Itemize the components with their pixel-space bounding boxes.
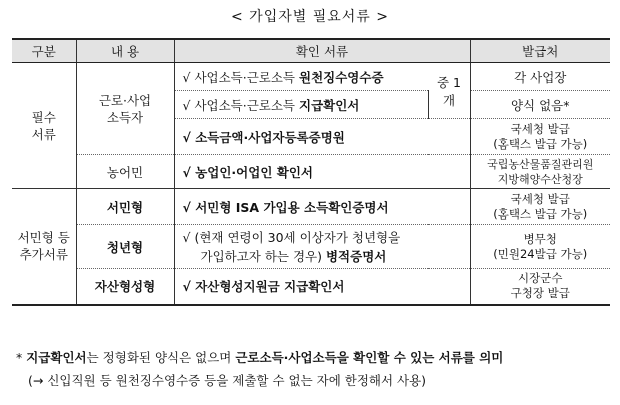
issuer-nts-2: 국세청 발급 (홈택스 발급 가능)	[470, 189, 610, 225]
doc-farmer-certificate: √ 농업인·어업인 확인서	[174, 155, 470, 189]
issuer-agriculture: 국립농산물품질관리원 지방해양수산청장	[470, 155, 610, 189]
footnote-1: * 지급확인서는 정형화된 양식은 없으며 근로소득·사업소득을 확인할 수 있는 서류를 의미	[16, 350, 504, 365]
page-title: < 가입자별 필요서류 >	[230, 9, 389, 25]
row-low-income: 서민형	[76, 189, 174, 225]
choose-one-label: 중 1개	[428, 63, 470, 119]
issuer-nts-1: 국세청 발급 (홈택스 발급 가능)	[470, 119, 610, 155]
issuer-local-gov: 시장군수 구청장 발급	[470, 269, 610, 305]
issuer-no-form: 양식 없음*	[470, 91, 610, 119]
header-category: 구분	[12, 39, 76, 63]
doc-military-certificate: √ (현재 연령이 30세 이상자가 청년형을 가입하고자 하는 경우) 병적증명서	[174, 225, 470, 269]
doc-isa-income-certificate: √ 서민형 ISA 가입용 소득확인증명서	[174, 189, 470, 225]
row-youth: 청년형	[76, 225, 174, 269]
header-issuer: 발급처	[470, 39, 610, 63]
row-earner: 근로·사업 소득자	[76, 63, 174, 155]
header-content: 내 용	[76, 39, 174, 63]
doc-asset-support: √ 자산형성지원금 지급확인서	[174, 269, 470, 305]
doc-withholding-receipt: √ 사업소득·근로소득 원천징수영수증	[174, 63, 428, 91]
doc-payment-confirmation: √ 사업소득·근로소득 지급확인서	[174, 91, 428, 119]
footnote-2: (→ 신입직원 등 원천징수영수증 등을 제출할 수 없는 자에 한정해서 사용)	[28, 373, 427, 388]
doc-income-certificate: √ 소득금액·사업자등록증명원	[174, 119, 470, 155]
issuer-workplace: 각 사업장	[470, 63, 610, 91]
group-required: 필수 서류	[12, 63, 76, 189]
issuer-military: 병무청 (민원24발급 가능)	[470, 225, 610, 269]
group-extra: 서민형 등 추가서류	[12, 189, 76, 305]
header-documents: 확인 서류	[174, 39, 470, 63]
row-farmer: 농어민	[76, 155, 174, 189]
row-asset: 자산형성형	[76, 269, 174, 305]
required-documents-table	[12, 38, 610, 306]
